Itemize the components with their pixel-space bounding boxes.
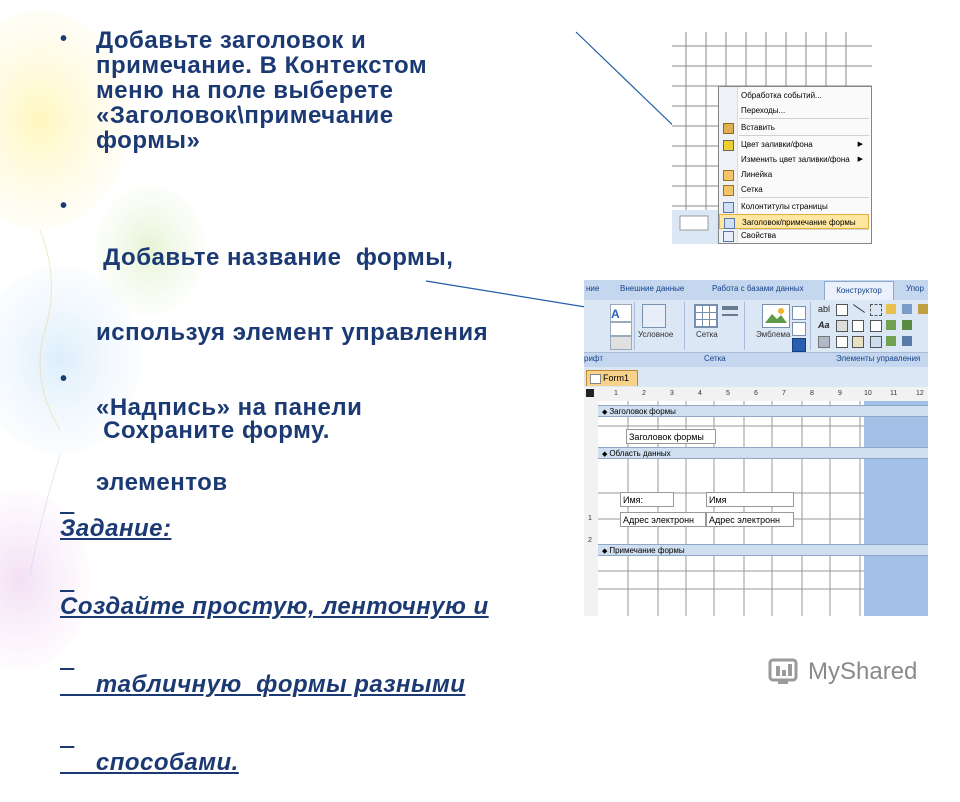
menu-item-grid[interactable] — [719, 182, 869, 197]
more-tools-icon[interactable] — [918, 304, 928, 314]
bullet-marker: • — [60, 28, 68, 50]
menu-item-label: Сетка — [741, 185, 763, 194]
tab-partial-right[interactable]: Упор — [906, 284, 924, 293]
menu-item-paste[interactable] — [719, 120, 869, 135]
tab-designer[interactable]: Конструктор — [824, 281, 894, 301]
menu-item-label: Цвет заливки/фона — [741, 140, 813, 149]
section-detail[interactable] — [598, 447, 928, 459]
bullet-1-line: Добавьте заголовок и — [96, 27, 367, 54]
ruler-mark: 4 — [698, 390, 702, 397]
form1-tab-label: Form1 — [603, 373, 630, 383]
conditional-button[interactable]: Условное — [638, 330, 674, 339]
label-tool-icon[interactable]: Aa — [818, 320, 830, 330]
task-line: способами. — [60, 749, 239, 776]
menu-item-label: Вставить — [741, 123, 775, 132]
menu-item-navigation[interactable] — [719, 103, 869, 118]
ruler-mark: 2 — [588, 537, 592, 544]
vertical-ruler — [584, 401, 599, 616]
logo-text: MyShared — [808, 658, 918, 685]
option-group-tool-icon[interactable] — [870, 304, 882, 316]
submenu-arrow-icon: ▶ — [857, 156, 863, 163]
emblem-icon[interactable] — [762, 304, 790, 328]
ribbon-body — [584, 300, 928, 367]
address-label[interactable]: Адрес электронн — [620, 512, 706, 527]
ruler-mark: 2 — [642, 390, 646, 397]
group-label-controls: Элементы управления — [836, 354, 921, 363]
grid-button[interactable]: Сетка — [696, 330, 718, 339]
tab-database-tools[interactable]: Работа с базами данных — [712, 284, 804, 293]
task-line: табличную формы разными — [60, 671, 466, 698]
bullet-1-line: примечание. В Контекстом — [96, 52, 428, 79]
ruler-mark: 5 — [726, 390, 730, 397]
font-color-icon[interactable]: A — [610, 304, 632, 322]
page-break-tool-icon[interactable] — [902, 336, 912, 346]
horizontal-ruler — [584, 387, 928, 402]
checkbox-tool-icon[interactable] — [852, 320, 864, 332]
menu-item-fill-color[interactable] — [719, 137, 869, 152]
textbox-tool-icon[interactable]: abl — [818, 304, 831, 314]
rectangle-tool-icon[interactable] — [836, 304, 848, 316]
group-label-font: рифт — [584, 354, 603, 363]
list-tool-icon[interactable] — [870, 320, 882, 332]
emblem-button[interactable]: Эмблема — [756, 330, 791, 339]
bullet-1-line: формы» — [96, 127, 201, 154]
ruler-mark: 6 — [754, 390, 758, 397]
menu-item-label: Обработка событий... — [741, 91, 822, 100]
bullet-marker: • — [60, 195, 68, 217]
fill-color-icon — [723, 140, 734, 151]
section-arrow-icon: ◆ — [602, 451, 610, 458]
line-thickness-icon[interactable] — [722, 306, 738, 310]
tab-partial-left[interactable]: ние — [586, 284, 600, 293]
subform-tool-icon[interactable] — [870, 336, 882, 348]
ruler-selector-icon[interactable] — [586, 389, 594, 397]
ruler-mark: 7 — [782, 390, 786, 397]
page-header-icon — [723, 202, 734, 213]
label-control-icon[interactable] — [792, 338, 806, 352]
ruler-mark: 3 — [670, 390, 674, 397]
name-label[interactable]: Имя: — [620, 492, 674, 507]
bullet-2-line: Добавьте название формы, — [96, 244, 454, 271]
properties-icon — [723, 231, 734, 242]
chart-tool-icon[interactable] — [886, 320, 896, 330]
fill-icon[interactable] — [610, 322, 632, 336]
menu-item-page-header[interactable] — [719, 199, 869, 214]
name-field[interactable]: Имя — [706, 492, 794, 507]
attachment-tool-icon[interactable] — [902, 304, 912, 314]
ruler-mark: 1 — [614, 390, 618, 397]
context-menu — [718, 86, 872, 244]
grid-icon — [723, 185, 734, 196]
ruler-mark: 8 — [810, 390, 814, 397]
bound-object-tool-icon[interactable] — [902, 320, 912, 330]
task-heading: Задание: — [60, 515, 172, 542]
bullet-2-line: элементов — [96, 469, 228, 496]
menu-item-label: Линейка — [741, 170, 773, 179]
menu-item-properties[interactable] — [719, 228, 869, 243]
ruler-mark: 11 — [890, 390, 898, 397]
bullet-1-line: «Заголовок\примечание — [96, 102, 394, 129]
tab-tool-icon[interactable] — [886, 304, 896, 314]
section-arrow-icon: ◆ — [602, 409, 610, 416]
image-tool-icon[interactable] — [852, 336, 864, 348]
section-label: Примечание формы — [609, 546, 685, 555]
line-tool-icon[interactable] — [853, 304, 865, 313]
address-field[interactable]: Адрес электронн — [706, 512, 794, 527]
conditional-format-icon[interactable] — [642, 304, 666, 328]
bullet-marker: • — [60, 368, 68, 390]
grid-icon[interactable] — [694, 304, 718, 328]
combo-tool-icon[interactable] — [836, 336, 848, 348]
ruler-icon — [723, 170, 734, 181]
form-designer-screenshot — [584, 280, 928, 616]
section-form-header[interactable] — [598, 405, 928, 417]
ruler-mark: 10 — [864, 390, 872, 397]
paste-icon — [723, 123, 734, 134]
ruler-mark: 9 — [838, 390, 842, 397]
form-title-label[interactable]: Заголовок формы — [626, 429, 716, 444]
bullet-2-line: используя элемент управления — [96, 319, 489, 346]
section-arrow-icon: ◆ — [602, 548, 610, 555]
section-label: Заголовок формы — [609, 407, 676, 416]
line-icon[interactable] — [610, 336, 632, 350]
line-type-icon[interactable] — [722, 314, 738, 316]
form-icon — [590, 374, 601, 384]
menu-item-label: Переходы... — [741, 106, 786, 115]
title-icon[interactable] — [792, 306, 806, 320]
menu-item-label: Изменить цвет заливки/фона — [741, 155, 850, 164]
ruler-mark: 1 — [588, 515, 592, 522]
section-label: Область данных — [609, 449, 671, 458]
menu-item-label: Заголовок/примечание формы — [742, 218, 856, 227]
ruler-mark: 12 — [916, 390, 924, 397]
menu-item-form-header[interactable] — [719, 214, 869, 229]
bullet-1-line: меню на поле выберете — [96, 77, 394, 104]
task-line: Создайте простую, ленточную и — [60, 593, 489, 620]
group-label-grid: Сетка — [704, 354, 726, 363]
menu-item-alt-fill-color[interactable] — [719, 152, 869, 167]
page-number-icon[interactable] — [792, 322, 806, 336]
ribbon-tab-bar — [584, 280, 928, 301]
menu-item-ruler[interactable] — [719, 167, 869, 182]
menu-item-label: Колонтитулы страницы — [741, 202, 828, 211]
button-tool-icon[interactable] — [818, 336, 830, 348]
context-menu-screenshot — [672, 32, 872, 244]
section-form-footer[interactable] — [598, 544, 928, 556]
submenu-arrow-icon: ▶ — [857, 141, 863, 148]
document-tab-bar — [584, 367, 928, 387]
form1-tab[interactable] — [586, 370, 638, 386]
object-tool-icon[interactable] — [886, 336, 896, 346]
tab-external-data[interactable]: Внешние данные — [620, 284, 685, 293]
menu-item-events[interactable] — [719, 88, 869, 103]
myshared-logo — [768, 656, 928, 696]
menu-item-label: Свойства — [741, 231, 777, 240]
bullet-3-line: Сохраните форму. — [96, 417, 330, 444]
bullet-2-line: «Надпись» на панели — [96, 394, 363, 421]
toggle-tool-icon[interactable] — [836, 320, 848, 332]
